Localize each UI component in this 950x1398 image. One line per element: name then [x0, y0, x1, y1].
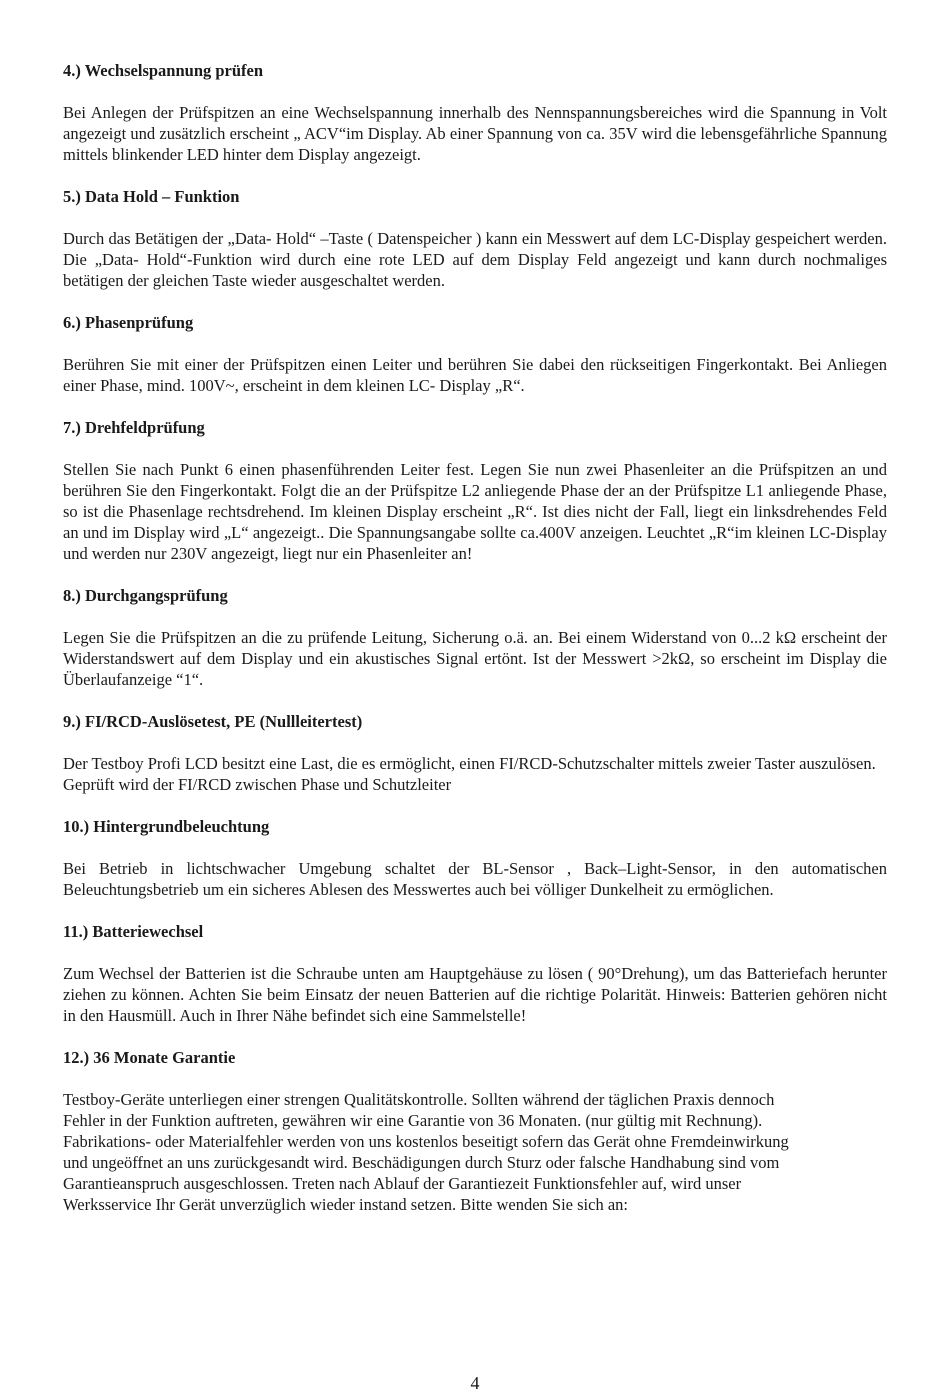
section-heading: 4.) Wechselspannung prüfen [63, 61, 264, 80]
section-heading: 8.) Durchgangsprüfung [63, 586, 228, 605]
section-data-hold [63, 186, 887, 291]
section-paragraph: Bei Betrieb in lichtschwacher Umgebung schaltet der BL-Sensor , Back–Light-Sensor, in den automatischen Beleuchtungsbetrieb um ein sicheres Ablesen des Messwertes auch bei völliger Dunkelheit zu ermöglichen. [63, 859, 887, 899]
section-heading: 9.) FI/RCD-Auslösetest, PE (Nullleitertest) [63, 712, 363, 731]
section-paragraph: Berühren Sie mit einer der Prüfspitzen einen Leiter und berühren Sie dabei den rückseitigen Fingerkontakt. Bei Anliegen einer Phase, mind. 100V~, erscheint in dem kleinen LC- Display „R“. [63, 355, 887, 395]
section-durchgangspruefung [63, 585, 887, 690]
section-heading: 5.) Data Hold – Funktion [63, 187, 240, 206]
section-phasenpruefung [63, 312, 887, 396]
section-paragraph: Testboy-Geräte unterliegen einer strengen Qualitätskontrolle. Sollten während der täglichen Praxis dennoch Fehler in der Funktion auftreten, gewähren wir eine Garantie von 36 Monaten. (nur gültig mit Rechnung). Fabrikations- oder Materialfehler werden von uns kostenlos beseitigt sofern das Gerät ohne Fremdeinwirkung und ungeöffnet an uns zurückgesandt wird. Beschädigungen durch Sturz oder falsche Handhabung sind vom Garantieanspruch ausgeschlossen. Treten nach Ablauf der Garantiezeit Funktionsfehler auf, wird unser Werksservice Ihr Gerät unverzüglich wieder instand setzen. Bitte wenden Sie sich an: [63, 1090, 789, 1214]
section-paragraph: Legen Sie die Prüfspitzen an die zu prüfende Leitung, Sicherung o.ä. an. Bei einem Widerstand von 0...2 kΩ erscheint der Widerstandswert auf dem Display und ein akustisches Signal ertönt. Ist der Messwert >2kΩ, so erscheint im Display die Überlaufanzeige “1“. [63, 628, 887, 689]
section-batteriewechsel [63, 921, 887, 1026]
document-page [63, 60, 887, 1236]
section-hintergrundbeleuchtung [63, 816, 887, 900]
section-paragraph: Der Testboy Profi LCD besitzt eine Last, die es ermöglicht, einen FI/RCD-Schutzschalter mittels zweier Taster auszulösen. Geprüft wird der FI/RCD zwischen Phase und Schutzleiter [63, 754, 876, 794]
section-heading: 10.) Hintergrundbeleuchtung [63, 817, 270, 836]
section-paragraph: Zum Wechsel der Batterien ist die Schraube unten am Hauptgehäuse zu lösen ( 90°Drehung), um das Batteriefach herunter ziehen zu können. Achten Sie beim Einsatz der neuen Batterien auf die richtige Polarität. Hinweis: Batterien gehören nicht in den Hausmüll. Auch in Ihrer Nähe befindet sich eine Sammelstelle! [63, 964, 887, 1025]
section-wechselspannung [63, 60, 887, 165]
section-heading: 12.) 36 Monate Garantie [63, 1048, 236, 1067]
section-paragraph: Durch das Betätigen der „Data- Hold“ –Taste ( Datenspeicher ) kann ein Messwert auf dem LC-Display gespeichert werden. Die „Data- Hold“-Funktion wird durch eine rote LED auf dem Display Feld angezeigt und kann durch nochmaliges betätigen der gleichen Taste wieder ausgeschaltet werden. [63, 229, 887, 290]
section-heading: 6.) Phasenprüfung [63, 313, 194, 332]
section-heading: 11.) Batteriewechsel [63, 922, 204, 941]
section-paragraph: Bei Anlegen der Prüfspitzen an eine Wechselspannung innerhalb des Nennspannungsbereiches wird die Spannung in Volt angezeigt und zusätzlich erscheint „ ACV“im Display. Ab einer Spannung von ca. 35V wird die lebensgefährliche Spannung mittels blinkender LED hinter dem Display angezeigt. [63, 103, 887, 164]
section-drehfeldpruefung [63, 417, 887, 564]
section-fi-rcd-test [63, 711, 887, 795]
section-paragraph: Stellen Sie nach Punkt 6 einen phasenführenden Leiter fest. Legen Sie nun zwei Phasenleiter an die Prüfspitzen an und berühren Sie den Fingerkontakt. Folgt die an der Prüfspitze L2 anliegende Phase der an der Prüfspitze L1 anliegende Phase, so ist die Phasenlage rechtsdrehend. Im kleinen Display erscheint „R“. Ist dies nicht der Fall, liegt ein linksdrehendes Feld an und im Display wird „L“ angezeigt.. Die Spannungsangabe sollte ca.400V anzeigen. Leuchtet „R“im kleinen LC-Display und werden nur 230V angezeigt, liegt nur ein Phasenleiter an! [63, 460, 887, 563]
section-heading: 7.) Drehfeldprüfung [63, 418, 205, 437]
section-garantie [63, 1047, 887, 1215]
page-number: 4 [470, 1373, 480, 1393]
